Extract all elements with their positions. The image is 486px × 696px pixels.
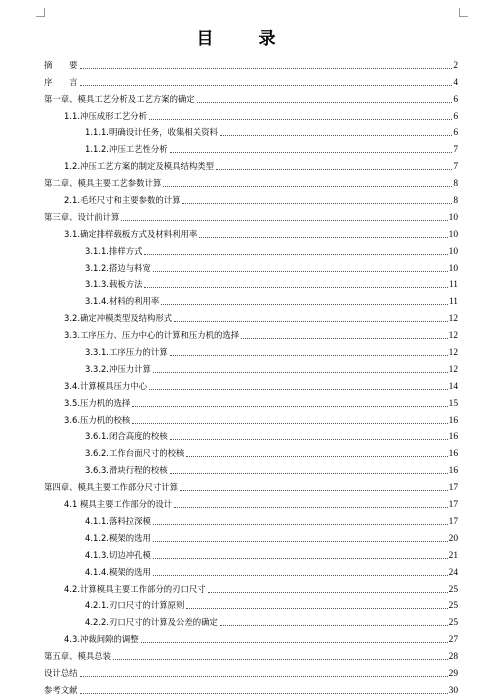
toc-entry-label: 4.2.计算模具主要工作部分的刃口尺寸 bbox=[64, 583, 206, 594]
dot-leader bbox=[113, 659, 448, 660]
toc-entry[interactable] bbox=[44, 240, 458, 257]
toc-entry-label: 3.6.1.闭合高度的校核 bbox=[85, 431, 168, 442]
toc-entry-page-number: 25 bbox=[448, 584, 458, 595]
toc-entry-label: 摘 要 bbox=[44, 59, 78, 70]
toc-entry[interactable] bbox=[44, 375, 458, 392]
toc-entry-label: 4.1.4.模架的选用 bbox=[85, 566, 151, 577]
toc-entry[interactable] bbox=[44, 595, 458, 612]
dot-leader bbox=[197, 102, 453, 103]
toc-entry-page-number: 8 bbox=[453, 196, 458, 207]
toc-entry[interactable] bbox=[44, 662, 458, 679]
dot-leader bbox=[170, 152, 453, 153]
dot-leader bbox=[80, 693, 448, 694]
toc-entry[interactable] bbox=[44, 88, 458, 105]
margin-corner-mark bbox=[36, 8, 45, 17]
toc-entry-page-number: 7 bbox=[453, 162, 458, 173]
dot-leader bbox=[220, 625, 448, 626]
toc-entry[interactable] bbox=[44, 679, 458, 696]
toc-entry-page-number: 17 bbox=[448, 500, 458, 511]
toc-entry-label: 1.1.冲压成形工艺分析 bbox=[64, 110, 147, 121]
toc-entry-label: 序 言 bbox=[44, 76, 78, 87]
toc-entry-label: 3.3.工序压力、压力中心的计算和压力机的选择 bbox=[64, 330, 240, 341]
toc-entry-page-number: 7 bbox=[453, 145, 458, 156]
toc-entry[interactable] bbox=[44, 122, 458, 139]
toc-entry-label: 3.6.3.滑块行程的校核 bbox=[85, 465, 168, 476]
dot-leader bbox=[153, 372, 448, 373]
toc-entry[interactable] bbox=[44, 578, 458, 595]
toc-entry-label: 3.1.3.载板方法 bbox=[85, 279, 143, 290]
toc-entry-page-number: 16 bbox=[448, 415, 458, 426]
toc-entry-page-number: 2 bbox=[453, 60, 458, 71]
toc-entry[interactable] bbox=[44, 426, 458, 443]
toc-entry-page-number: 20 bbox=[448, 533, 458, 544]
toc-entry[interactable] bbox=[44, 493, 458, 510]
toc-entry[interactable] bbox=[44, 358, 458, 375]
toc-entry-page-number: 8 bbox=[453, 179, 458, 190]
dot-leader bbox=[170, 355, 448, 356]
toc-entry-page-number: 12 bbox=[448, 348, 458, 359]
toc-entry-label: 参考文献 bbox=[44, 684, 78, 695]
toc-entry-label: 1.1.2.冲压工艺性分析 bbox=[85, 144, 168, 155]
toc-entry-page-number: 4 bbox=[453, 77, 458, 88]
toc-entry-label: 1.1.1.明确设计任务，收集相关资料 bbox=[85, 127, 218, 138]
toc-entry-label: 第一章、模具工艺分析及工艺方案的确定 bbox=[44, 93, 195, 104]
dot-leader bbox=[182, 203, 452, 204]
dot-leader bbox=[220, 135, 452, 136]
dot-leader bbox=[149, 389, 448, 390]
toc-entry-label: 4.1.3.切边冲孔模 bbox=[85, 549, 151, 560]
dot-leader bbox=[199, 237, 447, 238]
dot-leader bbox=[121, 220, 447, 221]
dot-leader bbox=[241, 338, 448, 339]
margin-corner-mark bbox=[459, 8, 468, 17]
toc-entry-page-number: 24 bbox=[448, 567, 458, 578]
toc-entry[interactable] bbox=[44, 105, 458, 122]
dot-leader bbox=[170, 439, 448, 440]
toc-entry[interactable] bbox=[44, 172, 458, 189]
toc-entry[interactable] bbox=[44, 476, 458, 493]
toc-entry-page-number: 25 bbox=[448, 618, 458, 629]
toc-entry-label: 3.2.确定冲模类型及结构形式 bbox=[64, 313, 173, 324]
toc-entry[interactable] bbox=[44, 54, 458, 71]
toc-entry-label: 设计总结 bbox=[44, 667, 78, 678]
toc-entry[interactable] bbox=[44, 645, 458, 662]
toc-entry-label: 3.3.2.冲压力计算 bbox=[85, 363, 151, 374]
toc-entry-page-number: 15 bbox=[448, 398, 458, 409]
toc-entry[interactable] bbox=[44, 206, 458, 223]
toc-entry-page-number: 17 bbox=[448, 516, 458, 527]
dot-leader bbox=[132, 406, 447, 407]
toc-entry[interactable] bbox=[44, 442, 458, 459]
dot-leader bbox=[80, 68, 453, 69]
toc-entry-label: 3.6.压力机的校核 bbox=[64, 414, 131, 425]
toc-entry-page-number: 6 bbox=[453, 128, 458, 139]
toc-entry-page-number: 6 bbox=[453, 111, 458, 122]
dot-leader bbox=[153, 524, 448, 525]
toc-entry-page-number: 29 bbox=[448, 668, 458, 679]
dot-leader bbox=[180, 490, 448, 491]
toc-entry[interactable] bbox=[44, 527, 458, 544]
toc-entry-page-number: 11 bbox=[448, 297, 458, 308]
toc-entry-page-number: 11 bbox=[448, 280, 458, 291]
toc-entry-label: 4.1.2.模架的选用 bbox=[85, 532, 151, 543]
toc-entry-page-number: 12 bbox=[448, 331, 458, 342]
toc-entry[interactable] bbox=[44, 274, 458, 291]
toc-entry-page-number: 30 bbox=[448, 685, 458, 696]
toc-entry-page-number: 12 bbox=[448, 314, 458, 325]
toc-entry-page-number: 16 bbox=[448, 449, 458, 460]
dot-leader bbox=[161, 304, 448, 305]
toc-entry[interactable] bbox=[44, 392, 458, 409]
dot-leader bbox=[141, 642, 448, 643]
dot-leader bbox=[163, 186, 452, 187]
toc-entry[interactable] bbox=[44, 290, 458, 307]
toc-entry[interactable] bbox=[44, 307, 458, 324]
dot-leader bbox=[174, 507, 448, 508]
toc-entry-page-number: 28 bbox=[448, 652, 458, 663]
toc-entry-label: 3.6.2.工作台面尺寸的校核 bbox=[85, 448, 185, 459]
toc-entry[interactable] bbox=[44, 510, 458, 527]
toc-entry-label: 3.5.压力机的选择 bbox=[64, 397, 131, 408]
page-title: 目 录 bbox=[196, 29, 290, 49]
dot-leader bbox=[153, 271, 448, 272]
dot-leader bbox=[216, 169, 452, 170]
toc-entry-page-number: 16 bbox=[448, 432, 458, 443]
toc-entry-label: 第二章、模具主要工艺参数计算 bbox=[44, 178, 162, 189]
toc-entry-label: 4.1 模具主要工作部分的设计 bbox=[64, 499, 173, 510]
toc-entry[interactable] bbox=[44, 138, 458, 155]
dot-leader bbox=[174, 321, 448, 322]
toc-entry-page-number: 14 bbox=[448, 381, 458, 392]
toc-entry-page-number: 6 bbox=[453, 94, 458, 105]
toc-entry-page-number: 21 bbox=[448, 550, 458, 561]
toc-entry[interactable] bbox=[44, 628, 458, 645]
toc-entry-label: 3.3.1.工序压力的计算 bbox=[85, 347, 168, 358]
toc-entry-label: 3.1.4.材料的利用率 bbox=[85, 296, 160, 307]
toc-entry-page-number: 16 bbox=[448, 466, 458, 477]
toc-entry[interactable] bbox=[44, 189, 458, 206]
dot-leader bbox=[144, 287, 447, 288]
toc-entry-label: 3.1.1.排样方式 bbox=[85, 245, 143, 256]
toc-entry-label: 第四章、模具主要工作部分尺寸计算 bbox=[44, 482, 178, 493]
toc-entry[interactable] bbox=[44, 257, 458, 274]
toc-entry-page-number: 25 bbox=[448, 601, 458, 612]
dot-leader bbox=[186, 608, 447, 609]
toc-entry-page-number: 27 bbox=[448, 635, 458, 646]
dot-leader bbox=[132, 423, 447, 424]
table-of-contents bbox=[44, 54, 458, 696]
toc-entry-page-number: 10 bbox=[448, 212, 458, 223]
toc-entry-page-number: 10 bbox=[448, 229, 458, 240]
toc-entry[interactable] bbox=[44, 459, 458, 476]
toc-entry[interactable] bbox=[44, 341, 458, 358]
toc-entry-page-number: 17 bbox=[448, 483, 458, 494]
toc-entry-label: 第五章、模具总装 bbox=[44, 651, 111, 662]
dot-leader bbox=[144, 254, 447, 255]
dot-leader bbox=[208, 592, 448, 593]
toc-entry[interactable] bbox=[44, 561, 458, 578]
dot-leader bbox=[186, 456, 447, 457]
toc-entry-page-number: 10 bbox=[448, 246, 458, 257]
dot-leader bbox=[149, 119, 452, 120]
toc-entry-label: 4.2.1.刃口尺寸的计算原则 bbox=[85, 600, 185, 611]
dot-leader bbox=[153, 575, 448, 576]
toc-entry[interactable] bbox=[44, 544, 458, 561]
toc-entry-label: 第三章、设计前计算 bbox=[44, 211, 120, 222]
dot-leader bbox=[153, 541, 448, 542]
toc-entry[interactable] bbox=[44, 71, 458, 88]
toc-entry[interactable] bbox=[44, 324, 458, 341]
toc-entry-label: 3.1.2.搭边与料宽 bbox=[85, 262, 151, 273]
toc-entry[interactable] bbox=[44, 611, 458, 628]
toc-entry-page-number: 12 bbox=[448, 364, 458, 375]
toc-entry[interactable] bbox=[44, 155, 458, 172]
toc-entry-label: 3.4.计算模具压力中心 bbox=[64, 380, 147, 391]
toc-entry-page-number: 10 bbox=[448, 263, 458, 274]
dot-leader bbox=[170, 473, 448, 474]
toc-entry-label: 2.1.毛坯尺寸和主要参数的计算 bbox=[64, 195, 181, 206]
toc-entry-label: 4.2.2.刃口尺寸的计算及公差的确定 bbox=[85, 617, 218, 628]
toc-entry[interactable] bbox=[44, 223, 458, 240]
toc-entry[interactable] bbox=[44, 409, 458, 426]
toc-entry-label: 1.2.冲压工艺方案的制定及模具结构类型 bbox=[64, 161, 214, 172]
dot-leader bbox=[80, 85, 453, 86]
toc-entry-label: 4.1.1.落料拉深模 bbox=[85, 515, 151, 526]
dot-leader bbox=[153, 558, 448, 559]
toc-entry-label: 3.1.确定排样载板方式及材料利用率 bbox=[64, 228, 198, 239]
toc-entry-label: 4.3.冲裁间隙的调整 bbox=[64, 634, 139, 645]
